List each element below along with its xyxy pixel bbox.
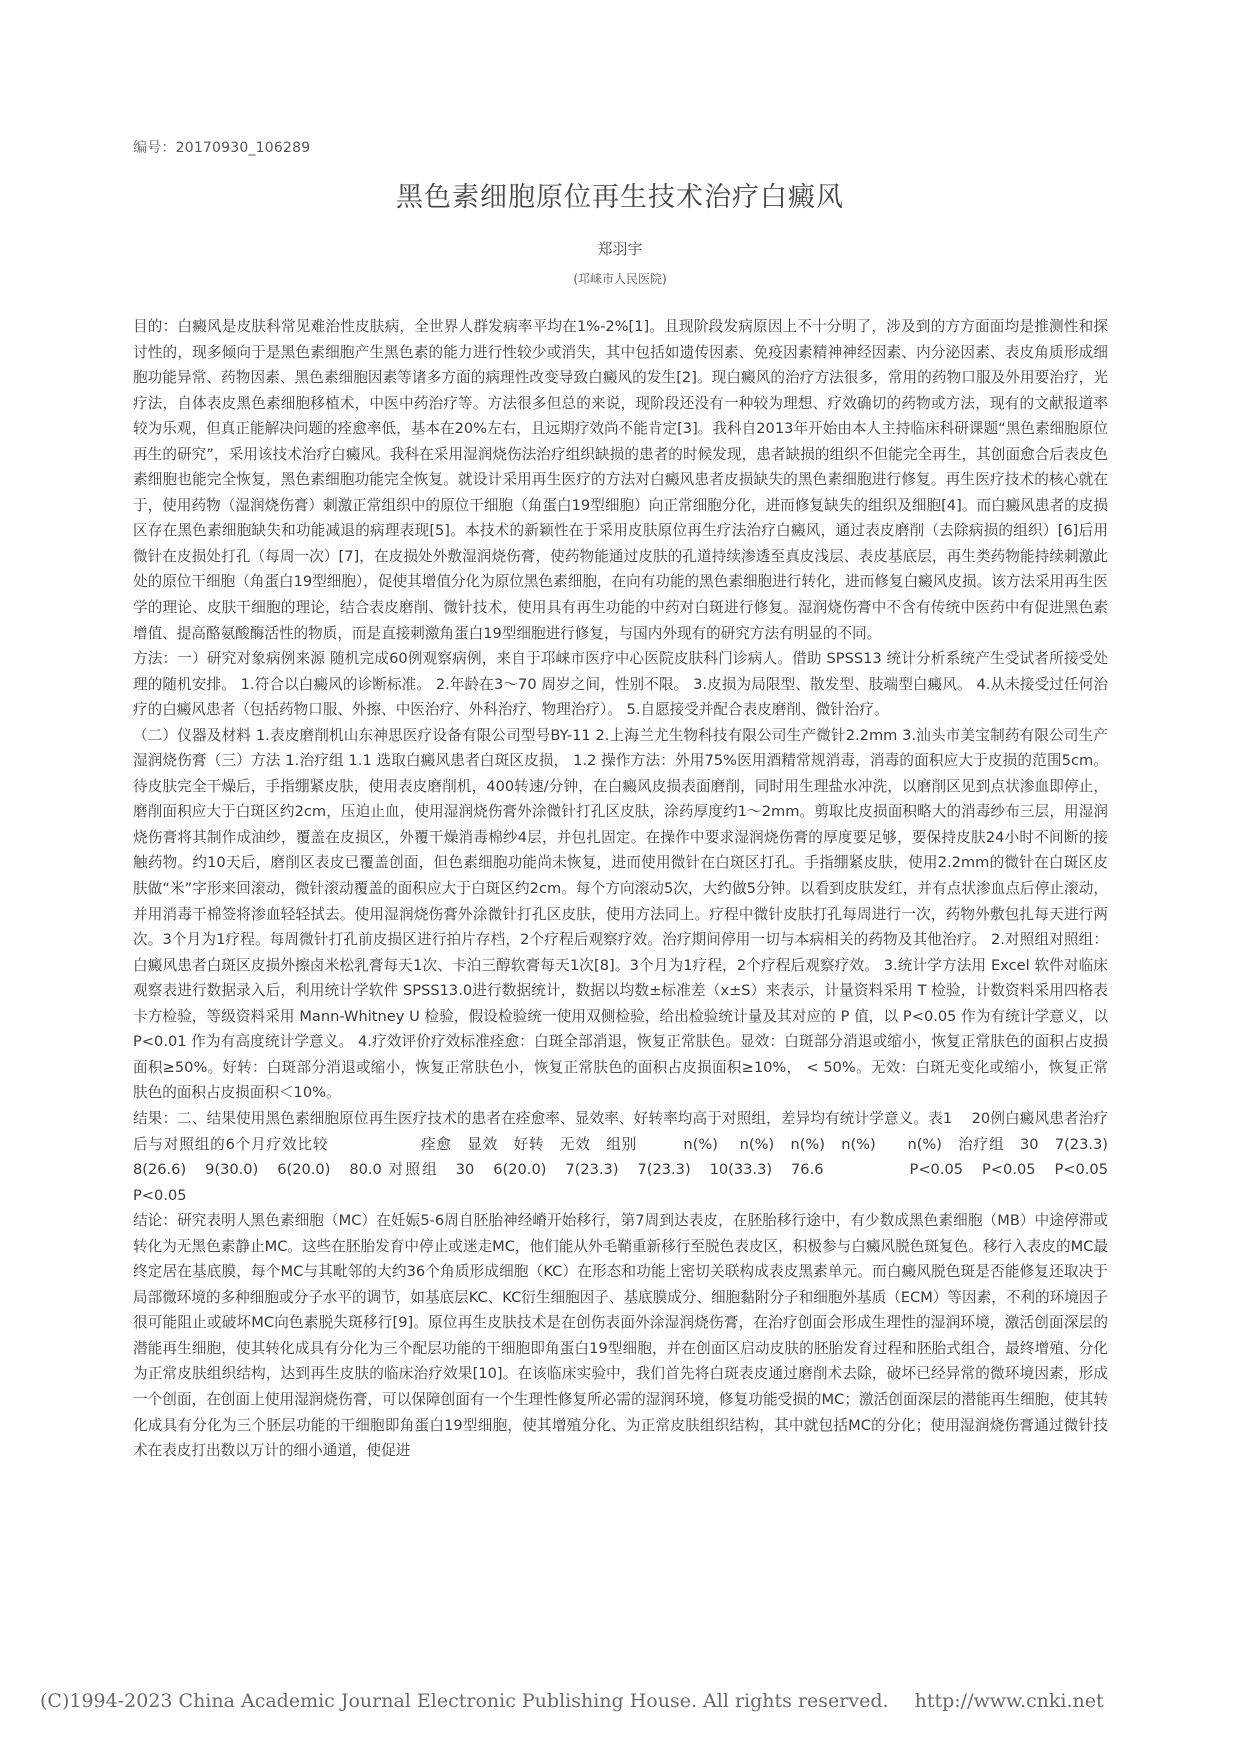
copyright-footer: [40, 1690, 1104, 1712]
author-affiliation: (邛崃市人民医院): [573, 272, 667, 286]
conclusion-paragraph: 结论：研究表明人黑色素细胞（MC）在妊娠5-6周自胚胎神经嵴开始移行，第7周到达表皮，在胚胎移行途中，有少数成黑色素细胞（MB）中途停滞或转化为无黑色素静止MC。这些在胚胎发育中停止或迷走MC，他们能从外毛鞘重新移行至脱色表皮区，积极参与白癜风脱色斑复色。移行入表皮的MC最终定居在基底膜，每个MC与其毗邻的大约36个角质形成细胞（KC）在形态和功能上密切关联构成表皮黑素单元。而白癜风脱色斑是否能修复还取决于局部微环境的多种细胞或分子水平的调节，如基底层KC、KC衍生细胞因子、基底膜成分、细胞黏附分子和细胞外基质（ECM）等因素，不利的环境因子很可能阻止或破坏MC向色素脱失斑移行[9]。原位再生皮肤技术是在创伤表面外涂湿润烧伤膏，在治疗创面会形成生理性的湿润环境，激活创面深层的潜能再生细胞，使其转化成具有分化为三个配层功能的干细胞即角蛋白19型细胞，并在创面区启动皮肤的胚胎发育过程和胚胎式组合，最终增殖、分化为正常皮肤组织结构，达到再生皮肤的临床治疗效果[10]。在该临床实验中，我们首先将白斑表皮通过磨削术去除，破坏已经异常的微环境因素，形成一个创面，在创面上使用湿润烧伤膏，可以保障创面有一个生理性修复所必需的湿润环境，修复功能受损的MC；激活创面深层的潜能再生细胞，使其转化成具有分化为三个胚层功能的干细胞即角蛋白19型细胞，使其增殖分化、为正常皮肤组织结构，其中就包括MC的分化；使用湿润烧伤膏通过微针技术在表皮打出数以万计的细小通道，使促进: [133, 1212, 1108, 1460]
article-author: 郑羽宇: [597, 240, 643, 258]
methods-paragraph-2: （二）仪器及材料 1.表皮磨削机山东神思医疗设备有限公司型号BY-11 2.上海兰尤生物科技有限公司生产微针2.2mm 3.汕头市美宝制药有限公司生产湿润烧伤膏（三）方法 1.治疗组 1.1 选取白癜风患者白斑区皮损， 1.2 操作方法：外用75%医用酒精常规消毒，消毒的面积应大于皮损的范围5cm。待皮肤完全干燥后，手指绷紧皮肤，使用表皮磨削机，400转速/分钟，在白癜风皮损表面磨削，同时用生理盐水冲洗，以磨削区见到点状渗血即停止，磨削面积应大于白斑区约2cm，压迫止血，使用湿润烧伤膏外涂微针打孔区皮肤，涂药厚度约1～2mm。剪取比皮损面积略大的消毒纱布三层，用湿润烧伤膏将其制作成油纱，覆盖在皮损区，外覆干燥消毒棉纱4层，并包扎固定。在操作中要求湿润烧伤膏的厚度要足够，要保持皮肤24小时不间断的接触药物。约10天后，磨削区表皮已覆盖创面，但色素细胞功能尚未恢复，进而使用微针在白斑区打孔。手指绷紧皮肤，使用2.2mm的微针在白斑区皮肤做“米”字形来回滚动，微针滚动覆盖的面积应大于白斑区约2cm。每个方向滚动5次，大约做5分钟。以看到皮肤发红，并有点状渗血点后停止滚动，并用消毒干棉签将渗血轻轻拭去。使用湿润烧伤膏外涂微针打孔区皮肤，使用方法同上。疗程中微针皮肤打孔每周进行一次，药物外敷包扎每天进行两次。3个月为1疗程。每周微针打孔前皮损区进行拍片存档，2个疗程后观察疗效。治疗期间停用一切与本病相关的药物及其他治疗。 2.对照组对照组：白癜风患者白斑区皮损外擦卤米松乳膏每天1次、卡泊三醇软膏每天1次[8]。3个月为1疗程，2个疗程后观察疗效。 3.统计学方法用 Excel 软件对临床观察表进行数据录入后，利用统计学软件 SPSS13.0进行数据统计，数据以均数±标准差（x±S）来表示，计量资料采用 T 检验，计数资料采用四格表卡方检验，等级资料采用 Mann-Whitney U 检验，假设检验统一使用双侧检验，给出检验统计量及其对应的 P 值，以 P<0.05 作为有统计学意义，以 P<0.01 作为有高度统计学意义。 4.疗效评价疗效标准痊愈：白斑全部消退，恢复正常肤色。显效：白斑部分消退或缩小，恢复正常肤色的面积占皮损面积≥50%。好转：白斑部分消退或缩小，恢复正常肤色小，恢复正常肤色的面积占皮损面积≥10%， < 50%。无效：白斑无变化或缩小，恢复正常肤色的面积占皮损面积＜10%。: [133, 726, 1108, 1102]
article-body: [133, 314, 1152, 1464]
results-paragraph: 结果：二、结果使用黑色素细胞原位再生医疗技术的患者在痊愈率、显效率、好转率均高于对照组，差异均有统计学意义。表1 20例白癜风患者治疗后与对照组的6个月疗效比较 痊愈 显效 好转 无效 组别 n(%) n(%) n(%) n(%) n(%) 治疗组 30 7(23.3) 8(26.6) 9(30.0) 6(20.0) 80.0 对照组 30 6(20.0) 7(23.3) 7(23.3) 10(33.3) 76.6 P<0.05 P<0.05 P<0.05 P<0.05: [133, 1109, 1152, 1204]
cnki-url: http://www.cnki.net: [914, 1690, 1104, 1712]
article-title: 黑色素细胞原位再生技术治疗白癜风: [396, 182, 844, 213]
document-serial-number: 编号：20170930_106289: [133, 140, 311, 156]
copyright-text: (C)1994-2023 China Academic Journal Electronic Publishing House. All rights reserved.: [40, 1690, 889, 1712]
objective-paragraph: 目的：白癜风是皮肤科常见难治性皮肤病，全世界人群发病率平均在1%-2%[1]。且现阶段发病原因上不十分明了，涉及到的方方面面均是推测性和探讨性的，现多倾向于是黑色素细胞产生黑色素的能力进行性较少或消失，其中包括如遗传因素、免疫因素精神神经因素、内分泌因素、表皮角质形成细胞功能异常、药物因素、黑色素细胞因素等诸多方面的病理性改变导致白癜风的发生[2]。现白癜风的治疗方法很多，常用的药物口服及外用要治疗，光疗法，自体表皮黑色素细胞移植术，中医中药治疗等。方法很多但总的来说，现阶段还没有一种较为理想、疗效确切的药物或方法，现有的文献报道率较为乐观，但真正能解决问题的痊愈率低，基本在20%左右，且远期疗效尚不能肯定[3]。我科自2013年开始由本人主持临床科研课题“黑色素细胞原位再生的研究”，采用该技术治疗白癜风。我科在采用湿润烧伤法治疗组织缺损的患者的时候发现，患者缺损的组织不但能完全再生，其创面愈合后表皮色素细胞也能完全恢复，黑色素细胞功能完全恢复。就设计采用再生医疗的方法对白癜风患者皮损缺失的黑色素细胞进行修复。再生医疗技术的核心就在于，使用药物（湿润烧伤膏）刺激正常组织中的原位干细胞（角蛋白19型细胞）向正常细胞分化，进而修复缺失的组织及细胞[4]。而白癜风患者的皮损区存在黑色素细胞缺失和功能减退的病理表现[5]。本技术的新颖性在于采用皮肤原位再生疗法治疗白癜风，通过表皮磨削（去除病损的组织）[6]后用微针在皮损处打孔（每周一次）[7]，在皮损处外敷湿润烧伤膏，使药物能通过皮肤的孔道持续渗透至真皮浅层、表皮基底层，再生类药物能持续刺激此处的原位干细胞（角蛋白19型细胞），促使其增值分化为原位黑色素细胞，在向有功能的黑色素细胞进行转化，进而修复白癜风皮损。该方法采用再生医学的理论、皮肤干细胞的理论，结合表皮磨削、微针技术，使用具有再生功能的中药对白斑进行修复。湿润烧伤膏中不含有传统中医药中有促进黑色素增值、提高酪氨酸酶活性的物质，而是直接刺激角蛋白19型细胞进行修复，与国内外现有的研究方法有明显的不同。: [133, 318, 1108, 642]
methods-paragraph-1: 方法：一）研究对象病例来源 随机完成60例观察病例，来自于邛崃市医疗中心医院皮肤科门诊病人。借助 SPSS13 统计分析系统产生受试者所接受处理的随机安排。 1.符合以白癜风的诊断标准。 2.年龄在3～70 周岁之间，性别不限。 3.皮损为局限型、散发型、肢端型白癜风。 4.从未接受过任何治疗的白癜风患者（包括药物口服、外擦、中医治疗、外科治疗、物理治疗）。 5.自愿接受并配合表皮磨削、微针治疗。: [133, 650, 1108, 719]
